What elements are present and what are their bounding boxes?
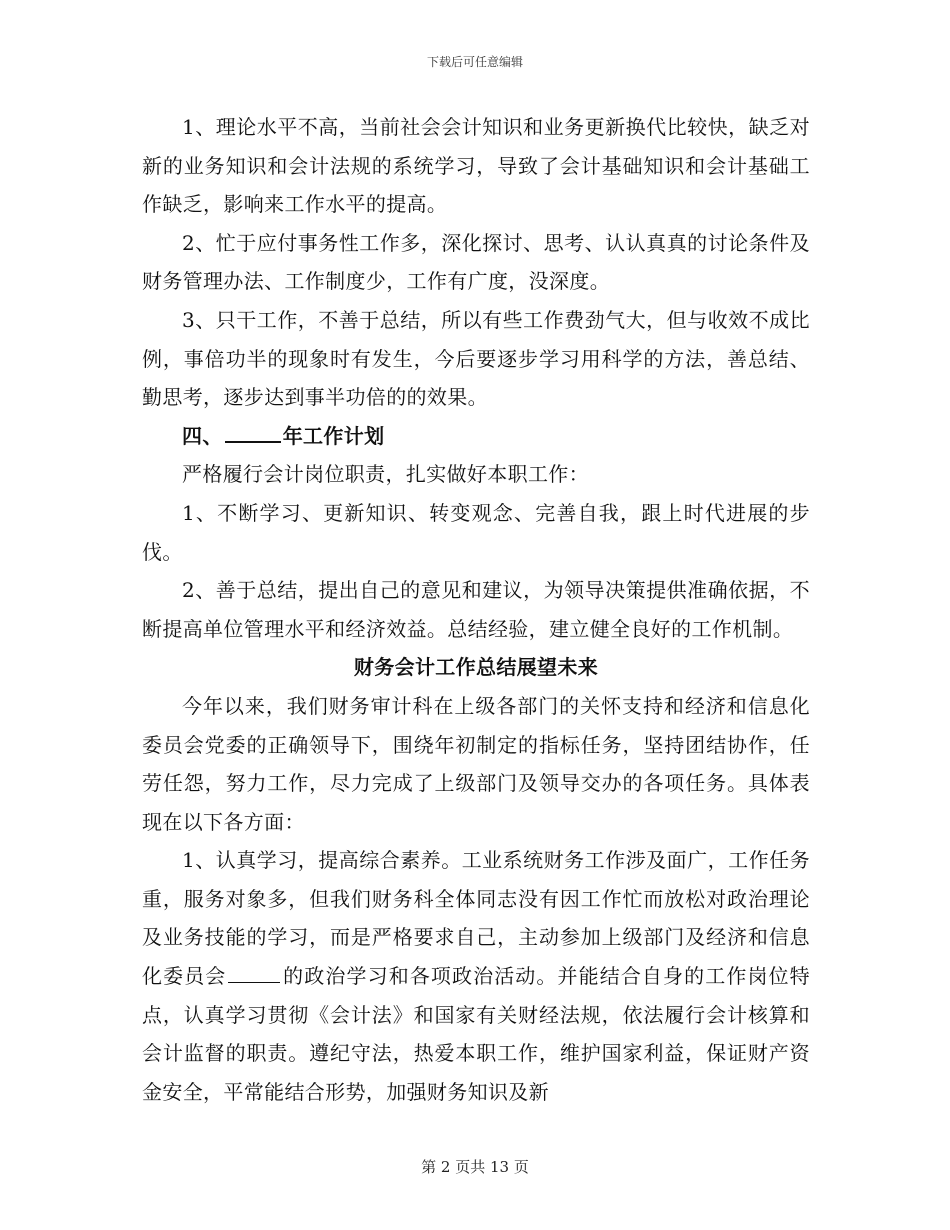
paragraph-problem-1: 1、理论水平不高，当前社会会计知识和业务更新换代比较快，缺乏对新的业务知识和会计法规的系统学习，导致了会计基础知识和会计基础工作缺乏，影响来工作水平的提高。 (142, 115, 810, 217)
paragraph-plan-2: 2、善于总结，提出自己的意见和建议，为领导决策提供准确依据，不断提高单位管理水平和经济效益。总结经验，建立健全良好的工作机制。 (142, 578, 810, 641)
document-body (142, 108, 810, 1111)
heading-prefix: 四、 (182, 423, 223, 448)
blank-underline (225, 423, 281, 443)
paragraph-problem-3: 3、只干工作，不善于总结，所以有些工作费劲气大，但与收效不成比例，事倍功半的现象时有发生，今后要逐步学习用科学的方法，善总结、勤思考，逐步达到事半功倍的的效果。 (142, 307, 810, 410)
heading-suffix: 年工作计划 (282, 423, 385, 448)
blank-underline (228, 964, 280, 983)
paragraph-study (142, 841, 810, 1111)
heading-work-plan (142, 417, 810, 456)
section-title: 财务会计工作总结展望未来 (353, 655, 599, 680)
page-footer: 第 2 页共 13 页 (421, 1158, 529, 1176)
paragraph-problem-2: 2、忙于应付事务性工作多，深化探讨、思考、认认真真的讨论条件及财务管理办法、工作制度少，工作有广度，没深度。 (142, 230, 810, 294)
header-note: 下载后可任意编辑 (426, 55, 523, 69)
paragraph-plan-1: 1、不断学习、更新知识、转变观念、完善自我，跟上时代进展的步伐。 (142, 500, 810, 564)
study-text-after-blank: 的政治学习和各项政治活动。并能结合自身的工作岗位特点，认真学习贯彻《会计法》和国家有关财经法规，依法履行会计核算和会计监督的职责。遵纪守法，热爱本职工作，维护国家利益，保证财产资金安全，平常能结合形势，加强财务知识及新 (142, 964, 811, 1104)
paragraph-summary-intro: 今年以来，我们财务审计科在上级各部门的关怀支持和经济和信息化委员会党委的正确领导下，围绕年初制定的指标任务，坚持团结协作，任劳任怨，努力工作，尽力完成了上级部门及领导交办的各项任务。具体表现在以下各方面： (142, 693, 810, 834)
study-text-before-blank: 1、认真学习，提高综合素养。工业系统财务工作涉及面广，工作任务重，服务对象多，但我们财务科全体同志没有因工作忙而放松对政治理论及业务技能的学习，而是严格要求自己，主动参加上级部门及经济和信息化委员会 (142, 848, 810, 989)
paragraph-plan-intro: 严格履行会计岗位职责，扎实做好本职工作： (182, 462, 589, 487)
